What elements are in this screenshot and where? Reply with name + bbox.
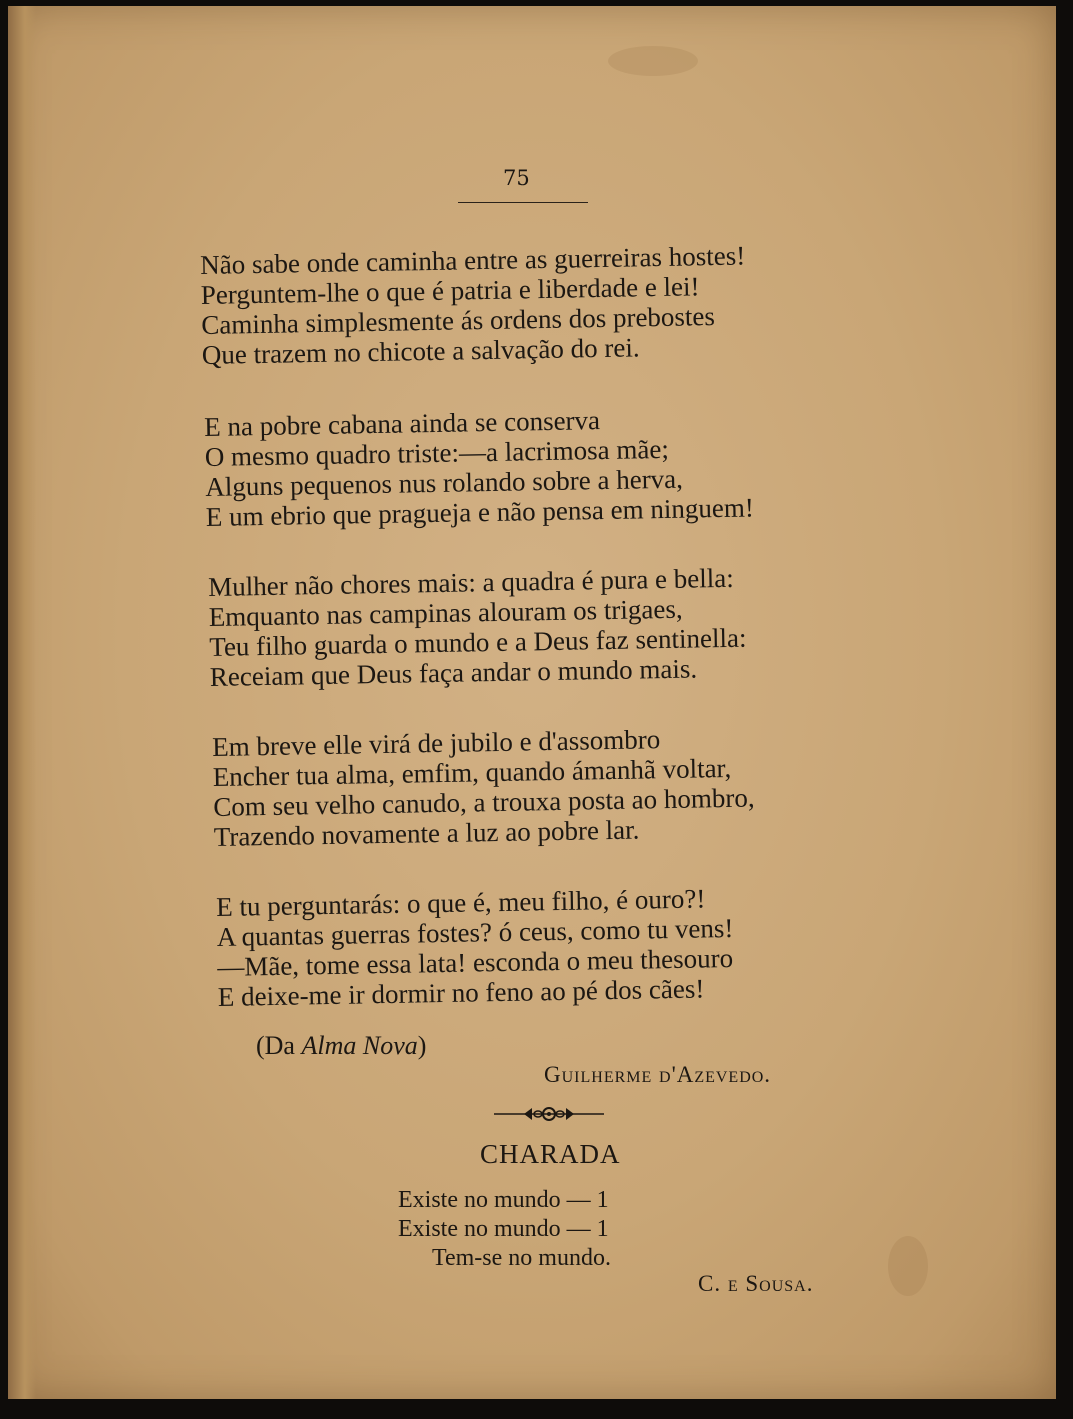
verse-line: E na pobre cabana ainda se conserva bbox=[204, 405, 601, 442]
poem-source bbox=[256, 1031, 426, 1061]
page-number: 75 bbox=[503, 166, 530, 190]
book-page bbox=[8, 6, 1056, 1399]
verse-line: Trazendo novamente a luz ao pobre lar. bbox=[213, 814, 640, 852]
verse-line: Encher tua alma, emfim, quando ámanhã voltar, bbox=[212, 752, 732, 792]
verse-line: Não sabe onde caminha entre as guerreiras hostes! bbox=[200, 240, 746, 280]
verse-line: E tu perguntarás: o que é, meu filho, é ouro?! bbox=[216, 883, 706, 922]
charada-line: Existe no mundo — 1 bbox=[398, 1216, 609, 1242]
page-spine-shadow bbox=[8, 6, 36, 1399]
poem-author: Guilherme d'Azevedo. bbox=[544, 1062, 772, 1087]
paper-stain bbox=[888, 1236, 928, 1296]
verse-line: Caminha simplesmente ás ordens dos prebostes bbox=[201, 301, 716, 340]
verse-line: Teu filho guarda o mundo e a Deus faz sentinella: bbox=[209, 622, 747, 662]
stanza-4 bbox=[212, 723, 755, 852]
charada-title: CHARADA bbox=[480, 1139, 621, 1169]
verse-line: Perguntem-lhe o que é patria e liberdade e lei! bbox=[200, 271, 700, 310]
charada-line: Tem-se no mundo. bbox=[432, 1245, 611, 1271]
paper-stain bbox=[608, 46, 698, 76]
stanza-1 bbox=[200, 240, 747, 369]
verse-line: —Mãe, tome essa lata! esconda o meu thesouro bbox=[217, 942, 734, 982]
verse-line: Alguns pequenos nus rolando sobre a herva, bbox=[205, 463, 684, 502]
verse-line: Em breve elle virá de jubilo e d'assombro bbox=[212, 724, 661, 762]
verse-line: A quantas guerras fostes? ó ceus, como tu vens! bbox=[216, 912, 734, 952]
source-title: Alma Nova bbox=[301, 1031, 418, 1060]
verse-line: O mesmo quadro triste:—a lacrimosa mãe; bbox=[204, 433, 670, 472]
verse-line: Emquanto nas campinas alouram os trigaes, bbox=[208, 593, 683, 632]
header-rule bbox=[458, 202, 588, 203]
verse-line: E deixe-me ir dormir no feno ao pé dos cães! bbox=[217, 973, 705, 1012]
source-prefix: (Da bbox=[256, 1031, 302, 1060]
verse-line: Com seu velho canudo, a trouxa posta ao hombro, bbox=[213, 782, 755, 822]
stanza-3 bbox=[208, 563, 747, 692]
charada-line: Existe no mundo — 1 bbox=[398, 1187, 609, 1213]
verse-line: Que trazem no chicote a salvação do rei. bbox=[201, 332, 640, 370]
source-suffix: ) bbox=[417, 1031, 427, 1060]
charada-author: C. e Sousa. bbox=[698, 1271, 814, 1296]
verse-line: E um ebrio que pragueja e não pensa em ninguem! bbox=[205, 492, 755, 532]
verse-line: Mulher não chores mais: a quadra é pura e bella: bbox=[208, 562, 734, 602]
charada-verses bbox=[398, 1186, 611, 1273]
stanza-5 bbox=[216, 883, 735, 1012]
stanza-2 bbox=[204, 402, 754, 532]
ornament-divider bbox=[494, 1104, 604, 1124]
verse-line: Receiam que Deus faça andar o mundo mais. bbox=[209, 653, 698, 692]
